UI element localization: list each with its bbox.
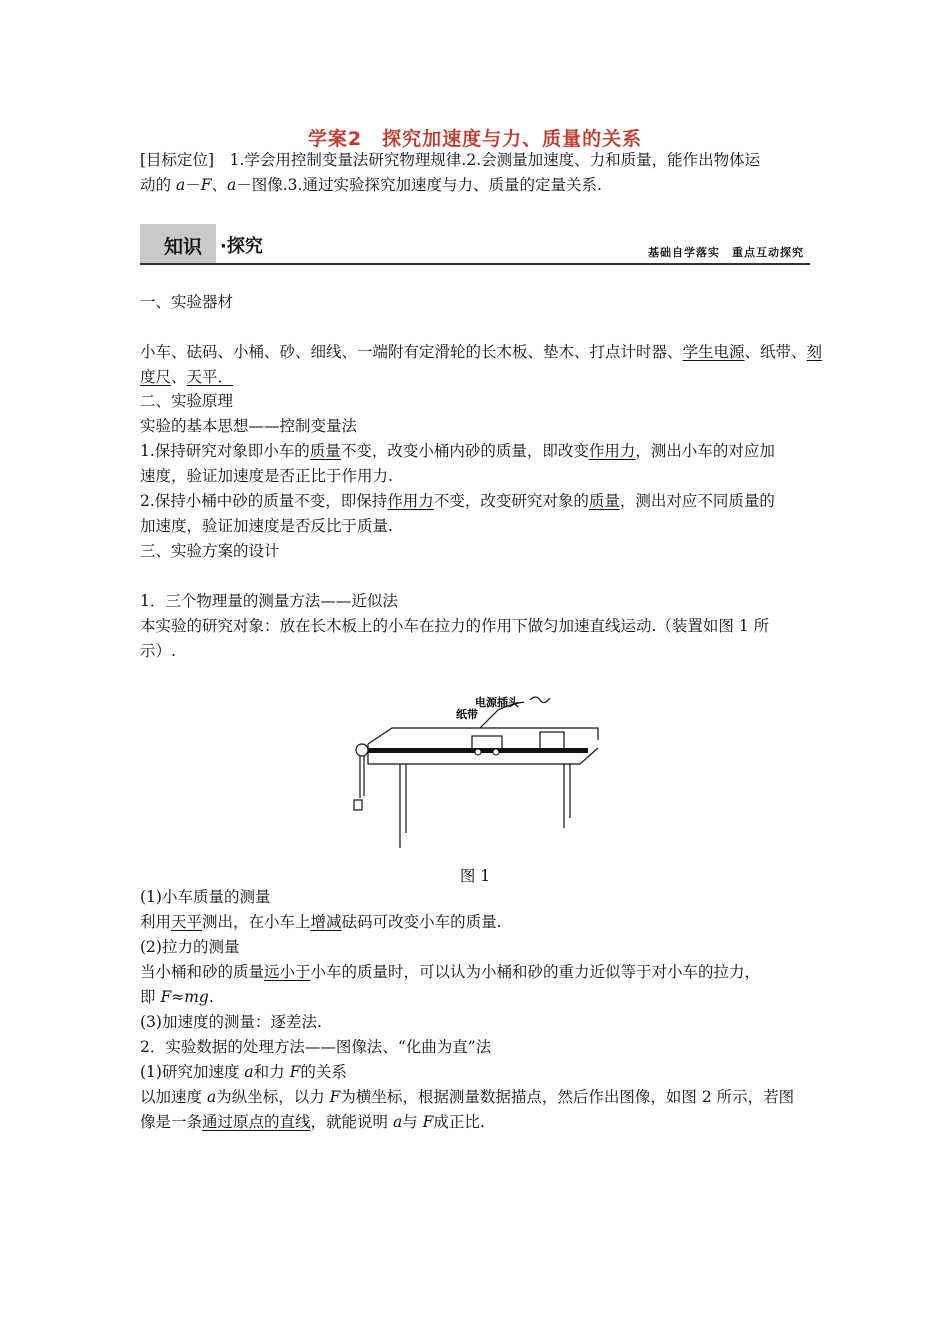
process-heading: 2．实验数据的处理方法——图像法、“化曲为直”法 bbox=[140, 1038, 492, 1056]
banner-right: 基础自学落实 重点互动探究 bbox=[648, 246, 804, 259]
banner-main: 知识 bbox=[164, 236, 203, 258]
banner-sub: ·探究 bbox=[220, 236, 263, 257]
mass-text: 利用天平测出，在小车上增减砝码可改变小车的质量. bbox=[140, 913, 502, 931]
heading-principle: 二、实验原理 bbox=[140, 392, 234, 410]
mass-heading: (1)小车质量的测量 bbox=[140, 888, 271, 906]
process-text-2: 像是一条通过原点的直线，就能说明 a与 F成正比. bbox=[140, 1113, 485, 1131]
heading-design: 三、实验方案的设计 bbox=[140, 542, 280, 560]
design-object-line-1: 本实验的研究对象：放在长木板上的小车在拉力的作用下做匀加速直线运动.（装置如图 1 所 bbox=[140, 617, 770, 635]
force-heading: (2)拉力的测量 bbox=[140, 938, 240, 956]
banner-rule bbox=[140, 263, 810, 265]
principle-2-line-1: 2.保持小桶中砂的质量不变，即保持作用力不变，改变研究对象的质量，测出对应不同质量的 bbox=[140, 492, 775, 510]
section-banner bbox=[140, 224, 810, 266]
figure-caption: 图 1 bbox=[459, 867, 491, 885]
accel-text: (3)加速度的测量：逐差法. bbox=[140, 1013, 322, 1031]
label-plug: 电源插头 bbox=[475, 696, 519, 709]
process-text-1: 以加速度 a为纵坐标，以力 F为横坐标，根据测量数据描点，然后作出图像，如图 2 所示，若图 bbox=[140, 1088, 795, 1106]
design-method: 1．三个物理量的测量方法——近似法 bbox=[140, 592, 398, 610]
equipment-line-2: 度尺、天平． bbox=[140, 368, 234, 386]
principle-1-line-1: 1.保持研究对象即小车的质量不变，改变小桶内砂的质量，即改变作用力，测出小车的对应加 bbox=[140, 442, 775, 460]
apparatus-figure bbox=[340, 688, 610, 858]
heading-equipment: 一、实验器材 bbox=[140, 293, 234, 311]
force-text-2: 即 F≈mg. bbox=[140, 988, 214, 1006]
principle-idea: 实验的基本思想——控制变量法 bbox=[140, 417, 358, 435]
objective-line-1: [目标定位] 1.学会用控制变量法研究物理规律.2.会测量加速度、力和质量，能作出物体运 bbox=[140, 151, 761, 169]
equipment-line-1: 小车、砝码、小桶、砂、细线、一端附有定滑轮的长木板、垫木、打点计时器、学生电源、纸带、刻 bbox=[140, 343, 823, 361]
principle-1-line-2: 速度，验证加速度是否正比于作用力. bbox=[140, 467, 393, 485]
objective-line-2: 动的 a－F、a－图像.3.通过实验探究加速度与力、质量的定量关系. bbox=[140, 176, 602, 194]
objective-label: [目标定位] bbox=[140, 151, 215, 169]
principle-2-line-2: 加速度，验证加速度是否反比于质量. bbox=[140, 517, 393, 535]
process-sub: (1)研究加速度 a和力 F的关系 bbox=[140, 1063, 347, 1081]
page-title: 学案2 探究加速度与力、质量的关系 bbox=[307, 128, 643, 150]
force-text-1: 当小桶和砂的质量远小于小车的质量时，可以认为小桶和砂的重力近似等于对小车的拉力， bbox=[140, 963, 761, 981]
label-tape: 纸带 bbox=[456, 708, 478, 721]
design-object-line-2: 示）. bbox=[140, 642, 176, 660]
